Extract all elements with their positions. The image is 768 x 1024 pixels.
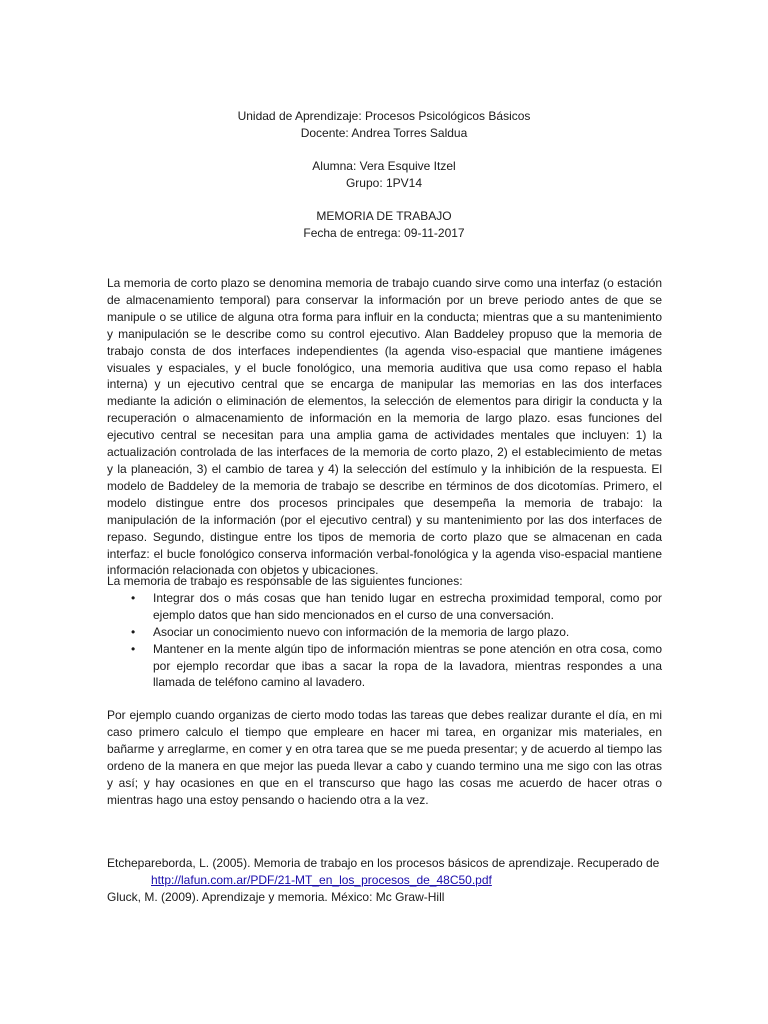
document-header [0,108,768,241]
reference-1 [107,855,662,889]
document-title: MEMORIA DE TRABAJO [316,209,452,223]
student-line: Alumna: Vera Esquive Itzel [312,159,456,173]
teacher-line: Docente: Andrea Torres Saldua [300,125,468,140]
list-item: • Asociar un conocimiento nuevo con información de la memoria de largo plazo. [107,624,662,641]
reference-1-link[interactable]: http://lafun.com.ar/PDF/21-MT_en_los_procesos_de_48C50.pdf [151,873,492,887]
course-line: Unidad de Aprendizaje: Procesos Psicológicos Básicos [237,109,531,123]
list-item: • Integrar dos o más cosas que han tenido lugar en estrecha proximidad temporal, como por ejemplo datos que han sido mencionados en el curso de una conversación. [107,590,662,624]
group-line: Grupo: 1PV14 [345,175,423,190]
functions-intro: La memoria de trabajo es responsable de las siguientes funciones: [107,574,463,588]
due-date-line: Fecha de entrega: 09-11-2017 [303,225,465,240]
functions-section [107,573,662,691]
example-paragraph: Por ejemplo cuando organizas de cierto modo todas las tareas que debes realizar durante el día, en mi caso primero calculo el tiempo que empleare en hacer mi tarea, en organizar mis materiales, en bañarme y arreglarme, en comer y en otra tarea que se me pueda presentar; y de acuerdo al tiempo las ordeno de la manera en que mejor las pueda llevar a cabo y cuando termino una me sigo con las otras y así; y hay ocasiones en que en el transcurso que hago las cosas me acuerdo de hacer otras o mientras hago una estoy pensando o haciendo otra a la vez. [107,708,662,807]
reference-2: Gluck, M. (2009). Aprendizaje y memoria. México: Mc Graw-Hill [107,890,445,904]
list-item: • Mantener en la mente algún tipo de información mientras se pone atención en otra cosa, como por ejemplo recordar que ibas a sacar la ropa de la lavadora, mientras respondes a una llamada de teléfono camino al lavadero. [107,641,662,692]
reference-1-text: Etchepareborda, L. (2005). Memoria de trabajo en los procesos básicos de aprendizaje. Recuperado de [107,856,660,870]
functions-list [107,590,662,691]
intro-paragraph: La memoria de corto plazo se denomina memoria de trabajo cuando sirve como una interfaz (o estación de almacenamiento temporal) para conservar la información por un breve periodo antes de que se manipule o se utilice de alguna otra forma para influir en la conducta; mientras que a su mantenimiento y manipulación se le describe como su control ejecutivo. Alan Baddeley propuso que la memoria de trabajo consta de dos interfaces independientes (la agenda viso-espacial que mantiene imágenes visuales y espaciales, y el bucle fonológico, una memoria auditiva que usa como repaso el habla interna) y un ejecutivo central que se encarga de manipular las memorias en las dos interfaces mediante la adición o eliminación de elementos, la selección de elementos para dirigir la conducta y la recuperación o almacenamiento de información en la memoria de largo plazo. esas funciones del ejecutivo central se necesitan para una amplia gama de actividades mentales que incluyen: 1) la actualización controlada de las interfaces de la memoria de corto plazo, 2) el establecimiento de metas y la planeación, 3) el cambio de tarea y 4) la selección del estímulo y la inhibición de la respuesta. El modelo de Baddeley de la memoria de trabajo se describe en términos de dos dicotomías. Primero, el modelo distingue entre dos procesos principales que desempeña la memoria de trabajo: la manipulación de la información (por el ejecutivo central) y su mantenimiento por las dos interfaces de repaso. Segundo, distingue entre los tipos de memoria de corto plazo que se almacenan en cada interfaz: el bucle fonológico conserva información verbal-fonológica y la agenda viso-espacial mantiene información relacionada con objetos y ubicaciones. [107,276,662,578]
references [107,855,662,906]
